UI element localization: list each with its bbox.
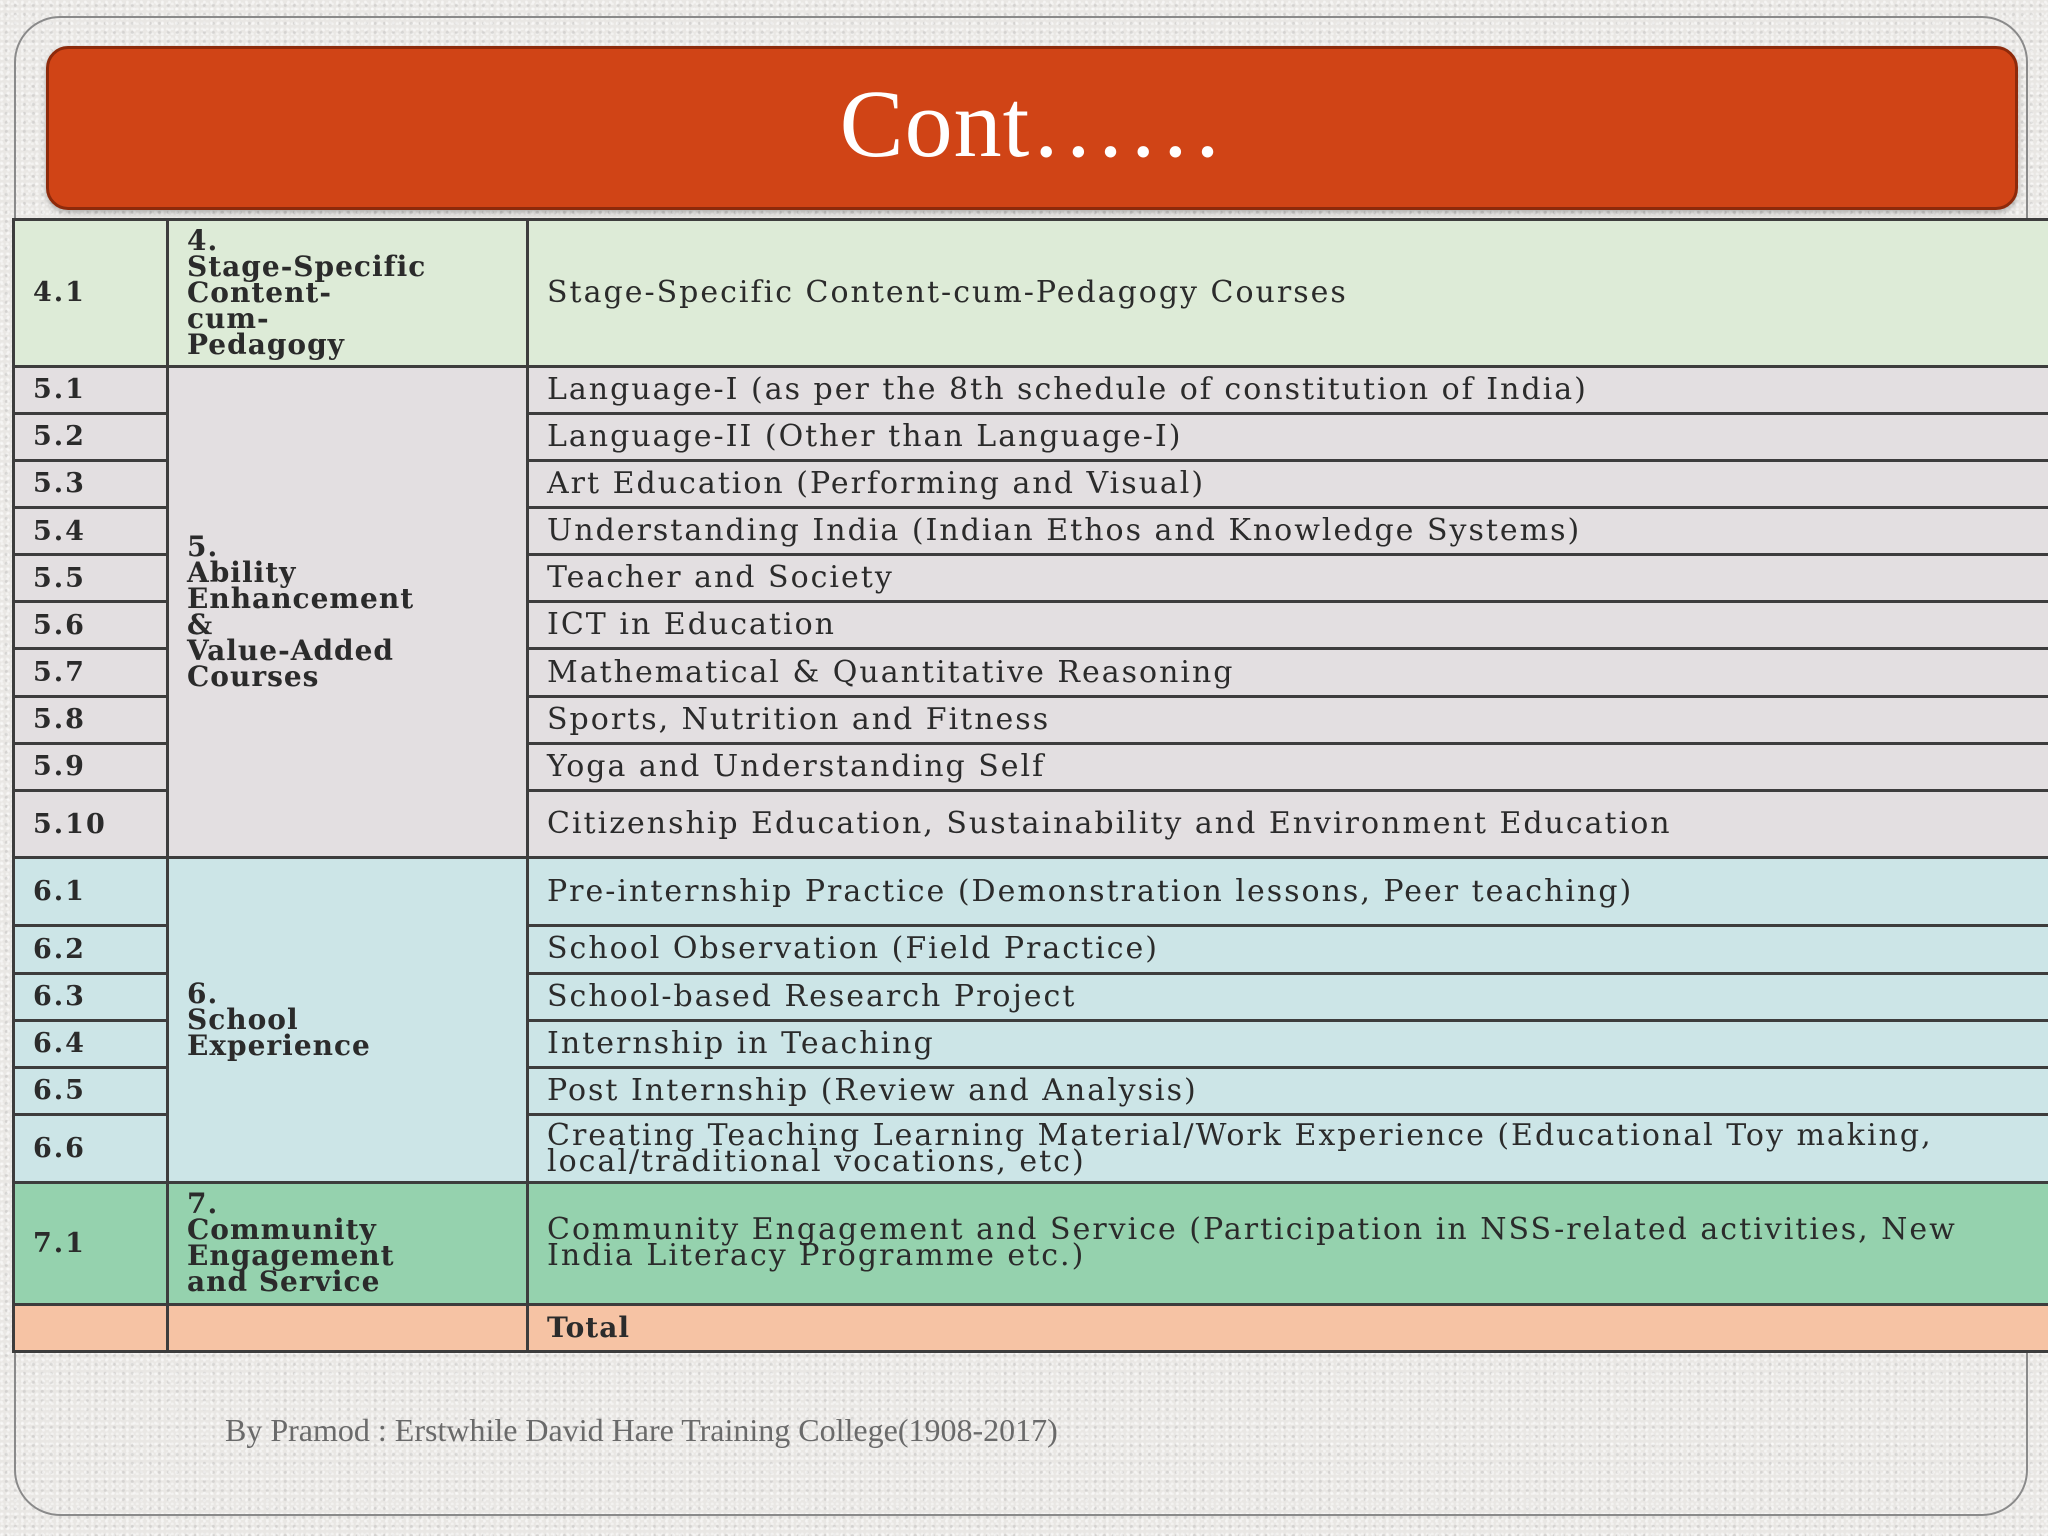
course-description: Language-II (Other than Language-I) — [528, 413, 2048, 460]
course-code: 6.5 — [14, 1067, 168, 1114]
course-code: 5.8 — [14, 696, 168, 743]
total-group-cell — [168, 1304, 528, 1351]
course-description: ICT in Education — [528, 602, 2048, 649]
table-row — [14, 858, 2048, 926]
course-description: Mathematical & Quantitative Reasoning — [528, 649, 2048, 696]
course-description: Language-I (as per the 8th schedule of constitution of India) — [528, 366, 2048, 413]
course-code: 6.3 — [14, 973, 168, 1020]
course-description: Pre-internship Practice (Demonstration lessons, Peer teaching) — [528, 858, 2048, 926]
course-code: 5.3 — [14, 460, 168, 507]
total-row — [14, 1304, 2048, 1351]
title-bar — [46, 46, 2018, 210]
group-label-ability-enhancement: 5. Ability Enhancement & Value-Added Courses — [168, 366, 528, 858]
total-label: Total — [528, 1304, 2048, 1351]
course-code: 4.1 — [14, 220, 168, 367]
table-row — [14, 366, 2048, 413]
course-code: 5.1 — [14, 366, 168, 413]
course-code: 5.7 — [14, 649, 168, 696]
course-description: Post Internship (Review and Analysis) — [528, 1067, 2048, 1114]
course-code: 5.5 — [14, 555, 168, 602]
total-code-cell — [14, 1304, 168, 1351]
group-label-community-engagement: 7. Community Engagement and Service — [168, 1183, 528, 1304]
course-code: 6.1 — [14, 858, 168, 926]
course-description: Understanding India (Indian Ethos and Knowledge Systems) — [528, 507, 2048, 554]
course-code: 6.4 — [14, 1020, 168, 1067]
course-code: 6.2 — [14, 926, 168, 973]
course-description: Art Education (Performing and Visual) — [528, 460, 2048, 507]
table-row — [14, 220, 2048, 367]
course-table-container — [12, 218, 2048, 1353]
course-description: Yoga and Understanding Self — [528, 743, 2048, 790]
course-description: Creating Teaching Learning Material/Work Experience (Educational Toy making, local/traditional vocations, etc) — [528, 1115, 2048, 1183]
course-description: Internship in Teaching — [528, 1020, 2048, 1067]
course-code: 5.4 — [14, 507, 168, 554]
course-code: 7.1 — [14, 1183, 168, 1304]
table-row — [14, 1183, 2048, 1304]
slide-footer: By Pramod : Erstwhile David Hare Training College(1908-2017) — [225, 1412, 1058, 1448]
course-description: Community Engagement and Service (Participation in NSS-related activities, New India Literacy Programme etc.) — [528, 1183, 2048, 1304]
course-code: 5.6 — [14, 602, 168, 649]
course-code: 5.2 — [14, 413, 168, 460]
group-label-stage-specific: 4. Stage-Specific Content- cum- Pedagogy — [168, 220, 528, 367]
course-code: 6.6 — [14, 1115, 168, 1183]
group-label-school-experience: 6. School Experience — [168, 858, 528, 1183]
course-description: School-based Research Project — [528, 973, 2048, 1020]
course-description: Stage-Specific Content-cum-Pedagogy Courses — [528, 220, 2048, 367]
course-description: Sports, Nutrition and Fitness — [528, 696, 2048, 743]
course-code: 5.10 — [14, 790, 168, 857]
course-code: 5.9 — [14, 743, 168, 790]
course-description: Citizenship Education, Sustainability and Environment Education — [528, 790, 2048, 857]
course-table — [12, 218, 2048, 1353]
slide-title: Cont…… — [839, 69, 1225, 177]
course-description: Teacher and Society — [528, 555, 2048, 602]
course-description: School Observation (Field Practice) — [528, 926, 2048, 973]
